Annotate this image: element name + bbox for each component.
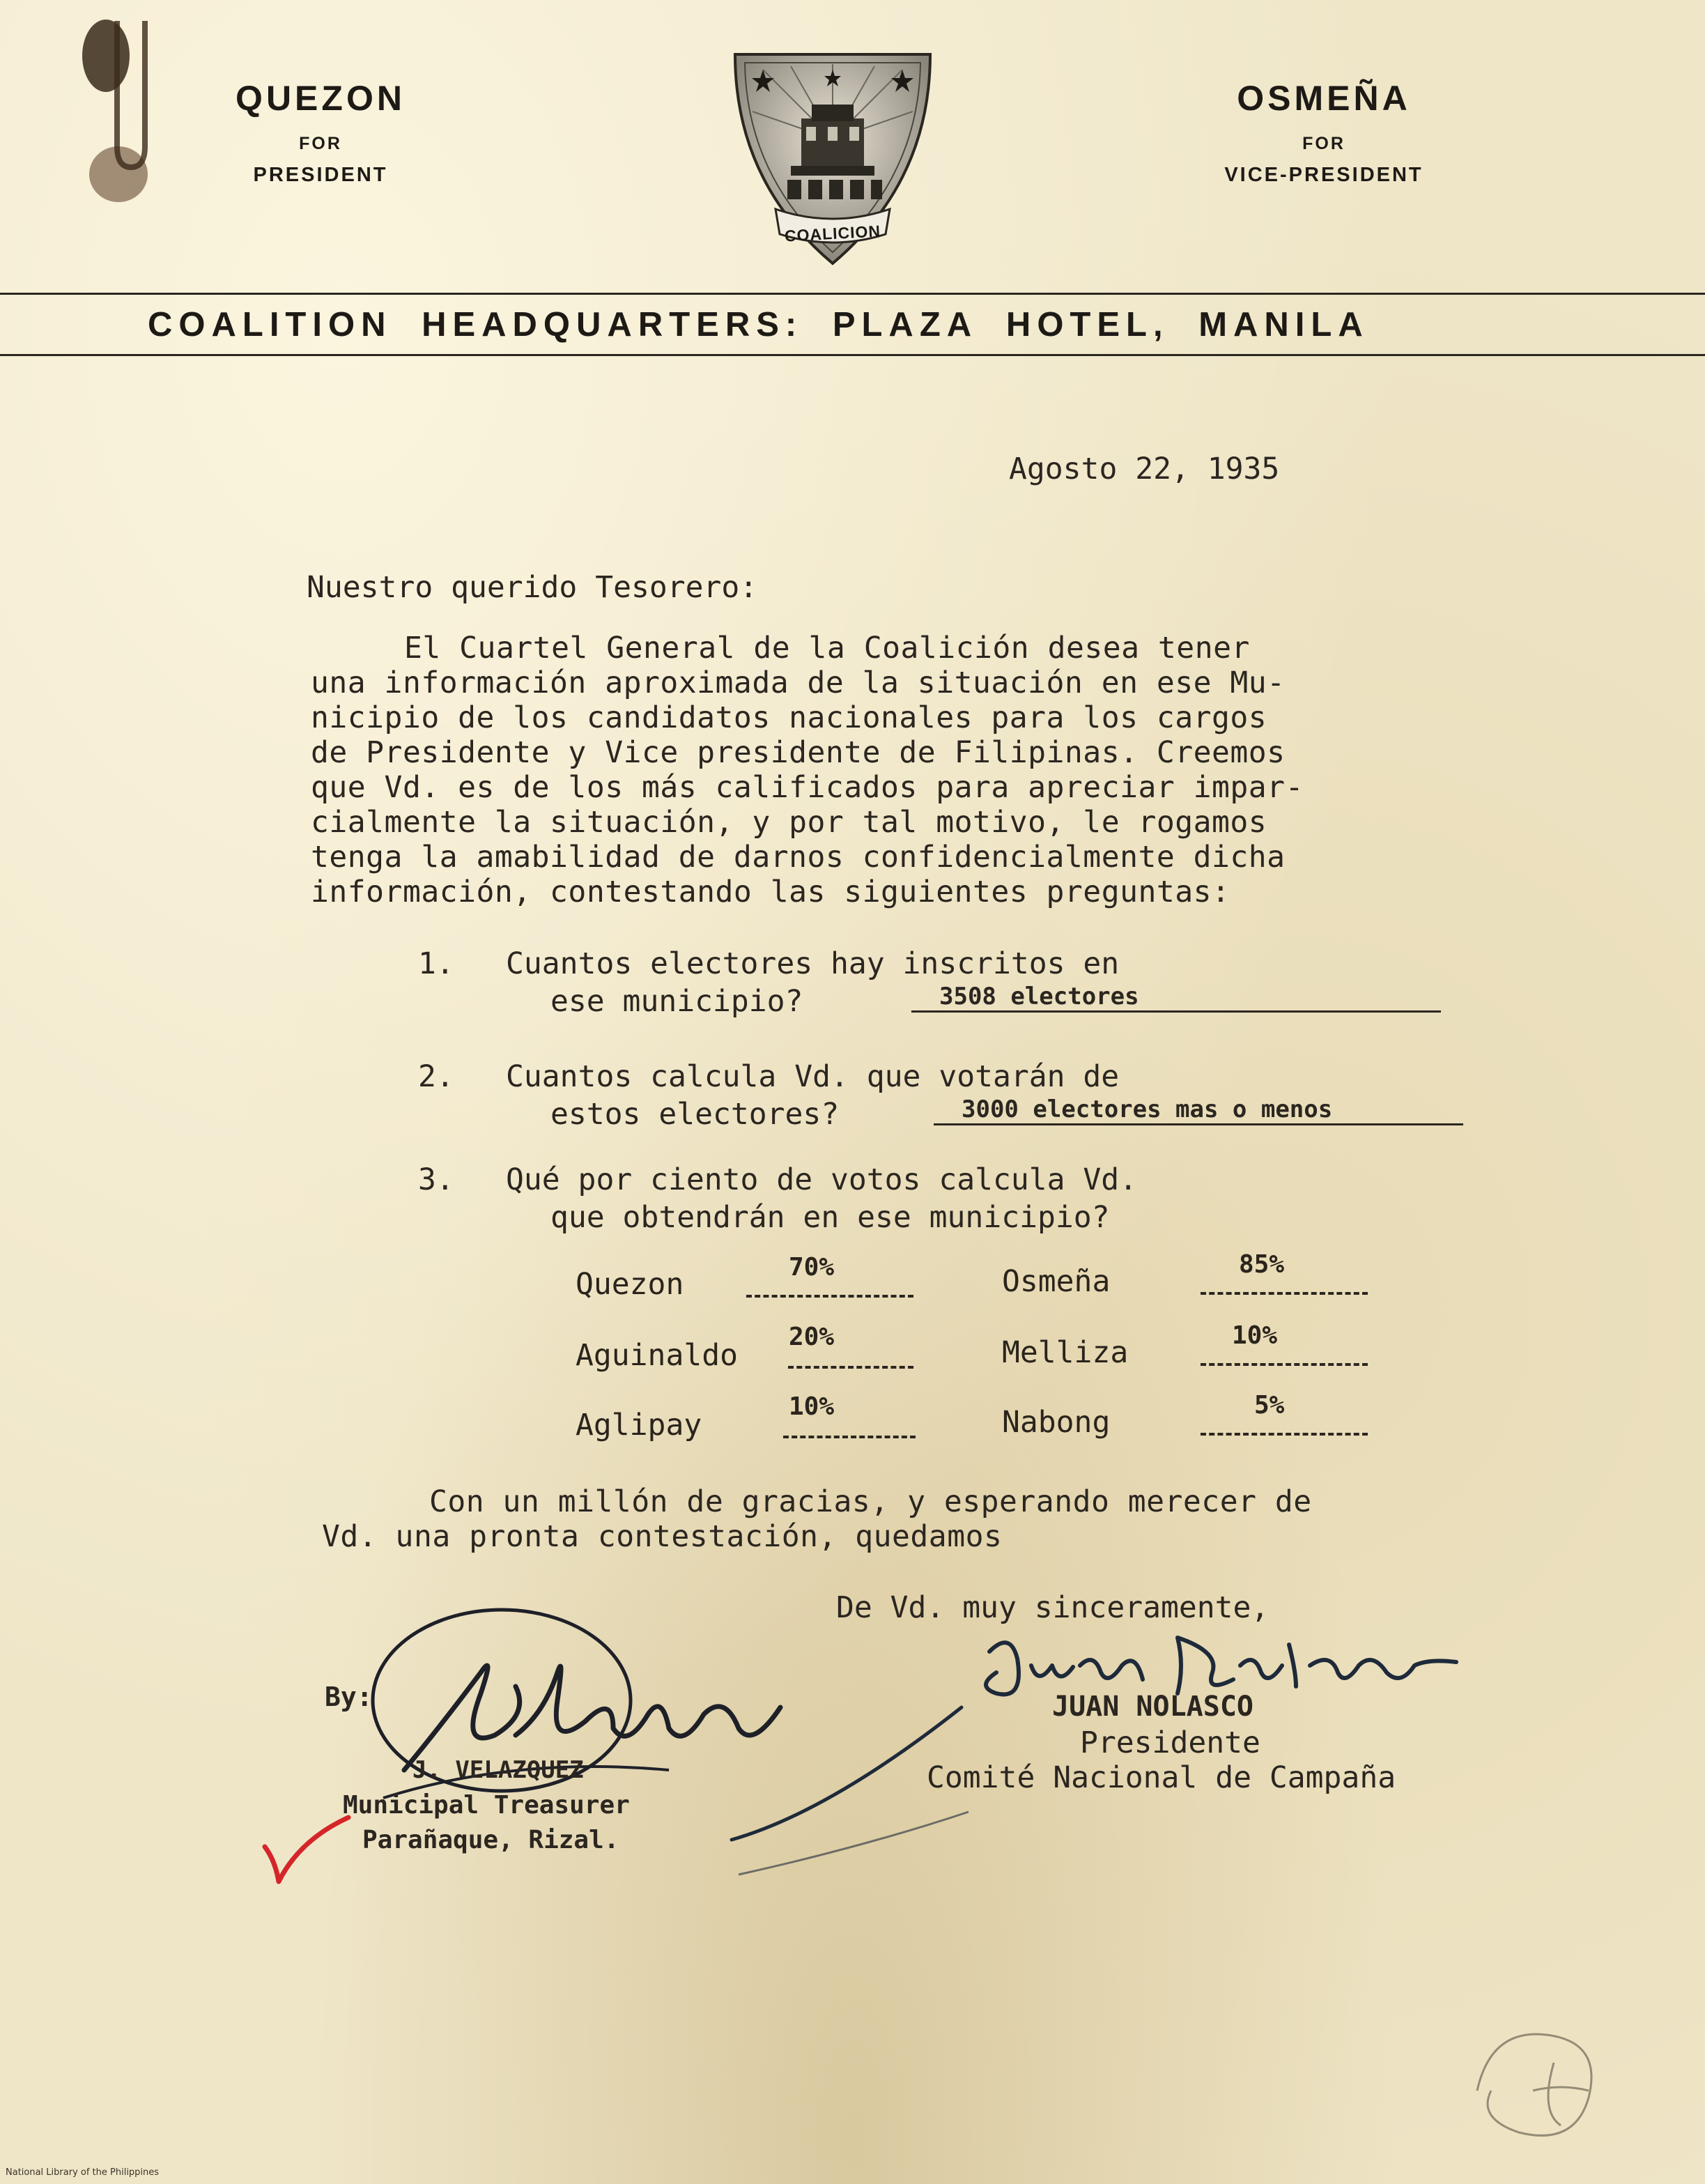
percentage-value: 20%	[789, 1323, 835, 1351]
intro-line: cialmente la situación, y por tal motivo, le rogamos	[311, 805, 1267, 840]
right-candidate-name: OSMEÑA	[1237, 79, 1411, 118]
left-candidate-role: PRESIDENT	[253, 164, 388, 186]
intro-line: de Presidente y Vice presidente de Filipinas. Creemos	[311, 735, 1286, 770]
question-text: ese municipio?	[550, 984, 803, 1019]
intro-line: El Cuartel General de la Coalición desea tener	[404, 631, 1250, 666]
closing-paragraph	[322, 1484, 1312, 1554]
headquarters-line: COALITION HEADQUARTERS: PLAZA HOTEL, MANILA	[148, 306, 1369, 344]
red-check-mark	[258, 1812, 355, 1889]
signer-title: Presidente	[1080, 1725, 1260, 1760]
right-for-label: FOR	[1302, 134, 1345, 153]
treasurer-title: Municipal Treasurer	[343, 1791, 630, 1820]
question-number: 3.	[418, 1162, 454, 1197]
right-candidate-role: VICE-PRESIDENT	[1224, 164, 1424, 186]
answer-field: 3000 electores mas o menos	[934, 1095, 1463, 1125]
question-text: Cuantos calcula Vd. que votarán de	[506, 1059, 1120, 1094]
signer-organization: Comité Nacional de Campaña	[927, 1760, 1396, 1795]
intro-line: nicipio de los candidatos nacionales para los cargos	[311, 700, 1267, 735]
treasurer-block	[265, 1582, 962, 1875]
salutation: Nuestro querido Tesorero:	[307, 570, 758, 605]
letterhead-bottom-rule	[0, 354, 1705, 356]
candidate-label: Aglipay	[576, 1408, 702, 1443]
archive-credit: National Library of the Philippines	[6, 2167, 160, 2178]
by-label: By:	[325, 1682, 373, 1712]
intro-line: información, contestando las siguientes preguntas:	[311, 875, 1230, 909]
candidate-label: Melliza	[1002, 1335, 1129, 1370]
intro-line: que Vd. es de los más calificados para apreciar impar-	[311, 770, 1304, 805]
answer-field: 3508 electores	[911, 983, 1441, 1013]
coalition-emblem	[721, 42, 944, 272]
letter-date: Agosto 22, 1935	[1009, 452, 1280, 486]
emblem-label: COALICION	[784, 222, 881, 245]
pencil-marking	[1449, 2007, 1617, 2146]
signer-block	[899, 1624, 1540, 1805]
intro-paragraph	[311, 631, 1304, 909]
closing-line: Con un millón de gracias, y esperando merecer de	[429, 1484, 1312, 1519]
signature-flourish	[725, 1672, 975, 1882]
treasurer-name: J. VELAZQUEZ	[412, 1756, 584, 1784]
staple-stain	[77, 7, 160, 216]
percentage-blank	[1201, 1338, 1368, 1366]
question-number: 2.	[418, 1059, 454, 1094]
left-for-label: FOR	[299, 134, 342, 153]
closing-line: Vd. una pronta contestación, quedamos	[322, 1519, 1003, 1554]
percentage-value: 70%	[789, 1253, 835, 1282]
percentage-table	[576, 1250, 1377, 1469]
letterhead-top-rule	[0, 293, 1705, 295]
treasurer-place: Parañaque, Rizal.	[362, 1826, 619, 1854]
intro-line: una información aproximada de la situación en ese Mu-	[311, 666, 1286, 700]
candidate-label: Aguinaldo	[576, 1338, 738, 1373]
signer-name: JUAN NOLASCO	[1052, 1691, 1253, 1723]
question-text: estos electores?	[550, 1097, 840, 1132]
candidate-label: Nabong	[1002, 1405, 1111, 1440]
percentage-value: 10%	[1232, 1321, 1278, 1350]
question-number: 1.	[418, 946, 454, 981]
percentage-value: 85%	[1239, 1250, 1285, 1279]
question-text: Qué por ciento de votos calcula Vd.	[506, 1162, 1138, 1197]
left-candidate-name: QUEZON	[236, 79, 406, 118]
question-text: que obtendrán en ese municipio?	[550, 1200, 1110, 1235]
candidate-label: Osmeña	[1002, 1264, 1111, 1299]
question-text: Cuantos electores hay inscritos en	[506, 946, 1120, 981]
percentage-value: 10%	[789, 1392, 835, 1421]
intro-line: tenga la amabilidad de darnos confidencialmente dicha	[311, 840, 1286, 875]
candidate-label: Quezon	[576, 1267, 684, 1302]
valediction: De Vd. muy sinceramente,	[836, 1590, 1270, 1625]
percentage-value: 5%	[1254, 1391, 1285, 1420]
